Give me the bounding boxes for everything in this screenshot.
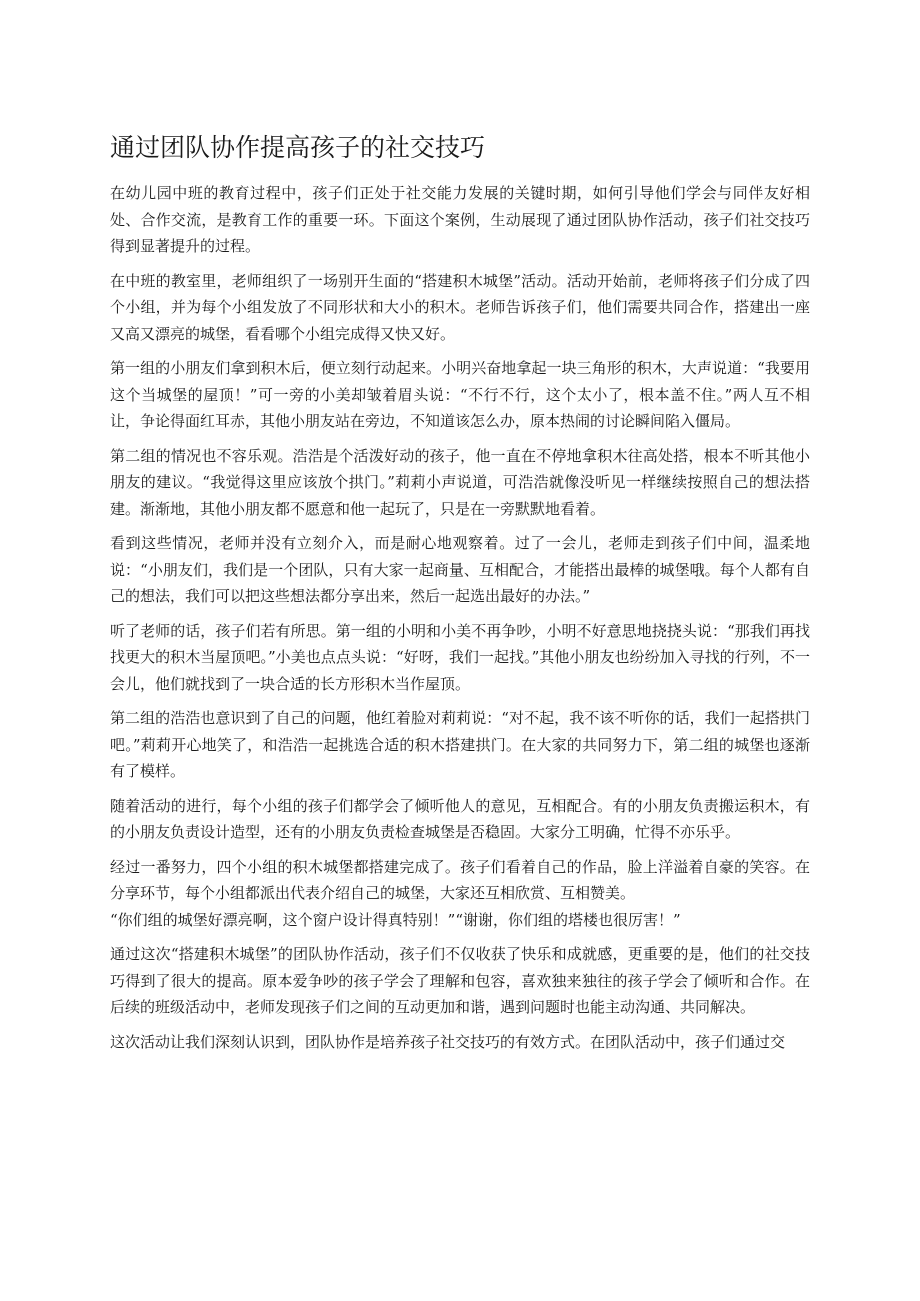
paragraph-completion: 经过一番努力，四个小组的积木城堡都搭建完成了。孩子们看着自己的作品，脸上洋溢着自豪的笑容。在分享环节，每个小组都派出代表介绍自己的城堡，大家还互相欣赏、互相赞美。 (110, 857, 810, 902)
paragraph-group-one-resolution: 听了老师的话，孩子们若有所思。第一组的小明和小美不再争吵，小明不好意思地挠挠头说：“那我们再找找更大的积木当屋顶吧。”小美也点点头说：“好呀，我们一起找。”其他小朋友也纷纷加入寻找的行列，不一会儿，他们就找到了一块合适的长方形积木当作屋顶。 (110, 621, 810, 693)
paragraph-intro: 在幼儿园中班的教育过程中，孩子们正处于社交能力发展的关键时期，如何引导他们学会与同伴友好相处、合作交流，是教育工作的重要一环。下面这个案例，生动展现了通过团队协作活动，孩子们社交技巧得到显著提升的过程。 (110, 184, 810, 255)
paragraph-group-two: 第二组的情况也不容乐观。浩浩是个活泼好动的孩子，他一直在不停地拿积木往高处搭，根本不听其他小朋友的建议。“我觉得这里应该放个拱门。”莉莉小声说道，可浩浩就像没听见一样继续按照自己的想法搭建。渐渐地，其他小朋友都不愿意和他一起玩了，只是在一旁默默地看着。 (110, 446, 810, 518)
paragraph-cooperation: 随着活动的进行，每个小组的孩子们都学会了倾听他人的意见，互相配合。有的小朋友负责搬运积木，有的小朋友负责设计造型，还有的小朋友负责检查城堡是否稳固。大家分工明确，忙得不亦乐乎。 (110, 796, 810, 841)
paragraph-group-two-resolution: 第二组的浩浩也意识到了自己的问题，他红着脸对莉莉说：“对不起，我不该不听你的话，我们一起搭拱门吧。”莉莉开心地笑了，和浩浩一起挑选合适的积木搭建拱门。在大家的共同努力下，第二组的城堡也逐渐有了模样。 (110, 709, 810, 780)
paragraph-conclusion: 这次活动让我们深刻认识到，团队协作是培养孩子社交技巧的有效方式。在团队活动中，孩子们通过交 (110, 1032, 786, 1051)
paragraph-teacher-guidance: 看到这些情况，老师并没有立刻介入，而是耐心地观察着。过了一会儿，老师走到孩子们中间，温柔地说：“小朋友们，我们是一个团队，只有大家一起商量、互相配合，才能搭出最棒的城堡哦。每个人都有自己的想法，我们可以把这些想法都分享出来，然后一起选出最好的办法。” (110, 534, 810, 605)
paragraph-group-one: 第一组的小朋友们拿到积木后，便立刻行动起来。小明兴奋地拿起一块三角形的积木，大声说道：“我要用这个当城堡的屋顶！”可一旁的小美却皱着眉头说：“不行不行，这个太小了，根本盖不住。”两人互不相让，争论得面红耳赤，其他小朋友站在旁边，不知道该怎么办，原本热闹的讨论瞬间陷入僵局。 (110, 359, 810, 430)
paragraph-activity-setup: 在中班的教室里，老师组织了一场别开生面的“搭建积木城堡”活动。活动开始前，老师将孩子们分成了四个小组，并为每个小组发放了不同形状和大小的积木。老师告诉孩子们，他们需要共同合作，搭建出一座又高又漂亮的城堡，看看哪个小组完成得又快又好。 (110, 271, 810, 343)
document-title: 通过团队协作提高孩子的社交技巧 (110, 133, 486, 162)
document-body (110, 180, 810, 1063)
paragraph-outcome: 通过这次“搭建积木城堡”的团队协作活动，孩子们不仅收获了快乐和成就感，更重要的是，他们的社交技巧得到了很大的提高。原本爱争吵的孩子学会了理解和包容，喜欢独来独往的孩子学会了倾听和合作。在后续的班级活动中，老师发现孩子们之间的互动更加和谐，遇到问题时也能主动沟通、共同解决。 (110, 945, 810, 1016)
paragraph-dialogue: “你们组的城堡好漂亮啊，这个窗户设计得真特别！”“谢谢，你们组的塔楼也很厉害！” (110, 910, 681, 929)
